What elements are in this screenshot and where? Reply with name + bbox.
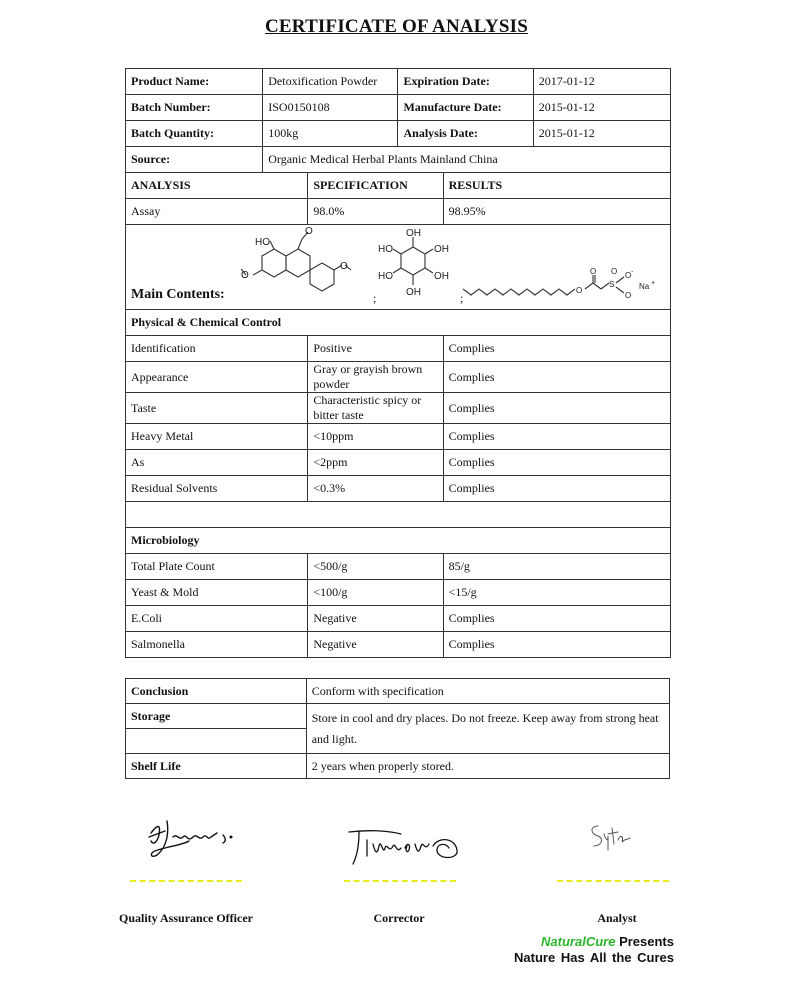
- test-result: Complies: [443, 393, 670, 424]
- table-row: [126, 554, 671, 580]
- test-result: Complies: [443, 336, 670, 362]
- test-spec: <500/g: [308, 554, 443, 580]
- atom-o-4: O: [576, 286, 583, 295]
- assay-result: 98.95%: [443, 199, 670, 225]
- chemical-structures-image: [241, 225, 661, 309]
- source-value: Organic Medical Herbal Plants Mainland China: [263, 147, 671, 173]
- conclusion-row: [126, 679, 670, 704]
- source-row: [126, 147, 671, 173]
- separator-1: ;: [373, 291, 377, 305]
- blank-cell: [126, 502, 671, 528]
- specification-header: SPECIFICATION: [308, 173, 443, 199]
- test-result: Complies: [443, 632, 670, 658]
- qa-signature-line: [130, 880, 242, 882]
- micro-section-row: [126, 528, 671, 554]
- test-result: 85/g: [443, 554, 670, 580]
- storage-value: Store in cool and dry places. Do not freeze. Keep away from strong heat and light.: [306, 704, 669, 754]
- atom-s: S: [609, 280, 615, 289]
- header-row: [126, 173, 671, 199]
- physical-section-row: [126, 310, 671, 336]
- test-name: Yeast & Mold: [126, 580, 308, 606]
- analyst-label: Analyst: [597, 911, 637, 925]
- analysis-table: [125, 68, 671, 658]
- batch-number-label: Batch Number:: [126, 95, 263, 121]
- expiration-value: 2017-01-12: [533, 69, 670, 95]
- atom-o-7: O: [625, 291, 632, 300]
- assay-spec: 98.0%: [308, 199, 443, 225]
- conclusion-value: Conform with specification: [306, 679, 669, 704]
- product-name-value: Detoxification Powder: [263, 69, 398, 95]
- blank-row: [126, 502, 671, 528]
- corrector-signature-image: [345, 822, 465, 868]
- shelf-life-row: [126, 754, 670, 779]
- shelf-life-label: Shelf Life: [126, 754, 307, 779]
- storage-label: Storage: [126, 704, 307, 729]
- test-result: Complies: [443, 606, 670, 632]
- atom-o-8: O: [611, 267, 618, 276]
- test-spec: <0.3%: [308, 476, 443, 502]
- assay-row: [126, 199, 671, 225]
- assay-name: Assay: [126, 199, 308, 225]
- batch-quantity-value: 100kg: [263, 121, 398, 147]
- batch-quantity-label: Batch Quantity:: [126, 121, 263, 147]
- corrector-signature-line: [344, 880, 456, 882]
- atom-o-6: O: [625, 271, 632, 280]
- batch-quantity-row: [126, 121, 671, 147]
- test-spec: Characteristic spicy or bitter taste: [308, 393, 443, 424]
- test-spec: Negative: [308, 632, 443, 658]
- analysis-header: ANALYSIS: [126, 173, 308, 199]
- separator-2: ;: [460, 291, 464, 305]
- product-name-label: Product Name:: [126, 69, 263, 95]
- analysis-date-value: 2015-01-12: [533, 121, 670, 147]
- brand-presents: Presents: [615, 934, 674, 949]
- charge-minus: -: [631, 269, 634, 276]
- physical-section-title: Physical & Chemical Control: [126, 310, 671, 336]
- test-name: Total Plate Count: [126, 554, 308, 580]
- main-contents-label: Main Contents:: [131, 287, 225, 302]
- table-row: [126, 476, 671, 502]
- test-spec: Negative: [308, 606, 443, 632]
- test-name: Appearance: [126, 362, 308, 393]
- atom-o-3: O: [340, 261, 348, 272]
- analysis-date-label: Analysis Date:: [398, 121, 533, 147]
- manufacture-label: Manufacture Date:: [398, 95, 533, 121]
- test-result: Complies: [443, 476, 670, 502]
- conclusion-label: Conclusion: [126, 679, 307, 704]
- table-row: [126, 632, 671, 658]
- product-name-row: [126, 69, 671, 95]
- main-contents-cell: [126, 225, 671, 310]
- test-spec: Positive: [308, 336, 443, 362]
- test-spec: <100/g: [308, 580, 443, 606]
- shelf-life-value: 2 years when properly stored.: [306, 754, 669, 779]
- atom-oh-3: OH: [434, 271, 449, 282]
- table-row: [126, 580, 671, 606]
- atom-o-1: O: [241, 270, 249, 281]
- atom-o-5: O: [590, 267, 597, 276]
- batch-number-row: [126, 95, 671, 121]
- source-label: Source:: [126, 147, 263, 173]
- certificate-title: CERTIFICATE OF ANALYSIS: [265, 16, 528, 37]
- qa-officer-label: Quality Assurance Officer: [119, 911, 253, 925]
- atom-na: Na: [639, 282, 650, 291]
- test-name: E.Coli: [126, 606, 308, 632]
- analyst-signature-image: [586, 820, 636, 854]
- atom-o-2: O: [305, 226, 313, 237]
- table-row: [126, 606, 671, 632]
- brand-motto: Nature Has All the Cures: [514, 950, 674, 965]
- atom-oh-4: OH: [406, 287, 421, 298]
- test-name: Taste: [126, 393, 308, 424]
- test-spec: Gray or grayish brown powder: [308, 362, 443, 393]
- test-name: Salmonella: [126, 632, 308, 658]
- test-name: Residual Solvents: [126, 476, 308, 502]
- analyst-signature-line: [557, 880, 669, 882]
- expiration-label: Expiration Date:: [398, 69, 533, 95]
- test-result: Complies: [443, 362, 670, 393]
- results-header: RESULTS: [443, 173, 670, 199]
- storage-row: [126, 704, 670, 729]
- qa-signature-image: [143, 815, 243, 861]
- test-result: Complies: [443, 450, 670, 476]
- table-row: [126, 450, 671, 476]
- table-row: [126, 424, 671, 450]
- batch-number-value: ISO0150108: [263, 95, 398, 121]
- test-name: Heavy Metal: [126, 424, 308, 450]
- brand-line: [498, 934, 674, 949]
- atom-ho-1: HO: [255, 237, 270, 248]
- main-contents-row: [126, 225, 671, 310]
- charge-plus: +: [651, 280, 656, 287]
- atom-oh-1: OH: [406, 228, 421, 239]
- test-name: Identification: [126, 336, 308, 362]
- table-row: [126, 393, 671, 424]
- summary-table: [125, 678, 670, 779]
- corrector-label: Corrector: [373, 911, 425, 925]
- micro-section-title: Microbiology: [126, 528, 671, 554]
- table-row: [126, 362, 671, 393]
- manufacture-value: 2015-01-12: [533, 95, 670, 121]
- test-result: <15/g: [443, 580, 670, 606]
- test-result: Complies: [443, 424, 670, 450]
- table-row: [126, 336, 671, 362]
- test-name: As: [126, 450, 308, 476]
- atom-ho-3: HO: [378, 244, 393, 255]
- test-spec: <10ppm: [308, 424, 443, 450]
- atom-ho-2: HO: [378, 271, 393, 282]
- brand-name: NaturalCure: [541, 934, 616, 949]
- test-spec: <2ppm: [308, 450, 443, 476]
- storage-blank-cell: [126, 729, 307, 754]
- atom-oh-2: OH: [434, 244, 449, 255]
